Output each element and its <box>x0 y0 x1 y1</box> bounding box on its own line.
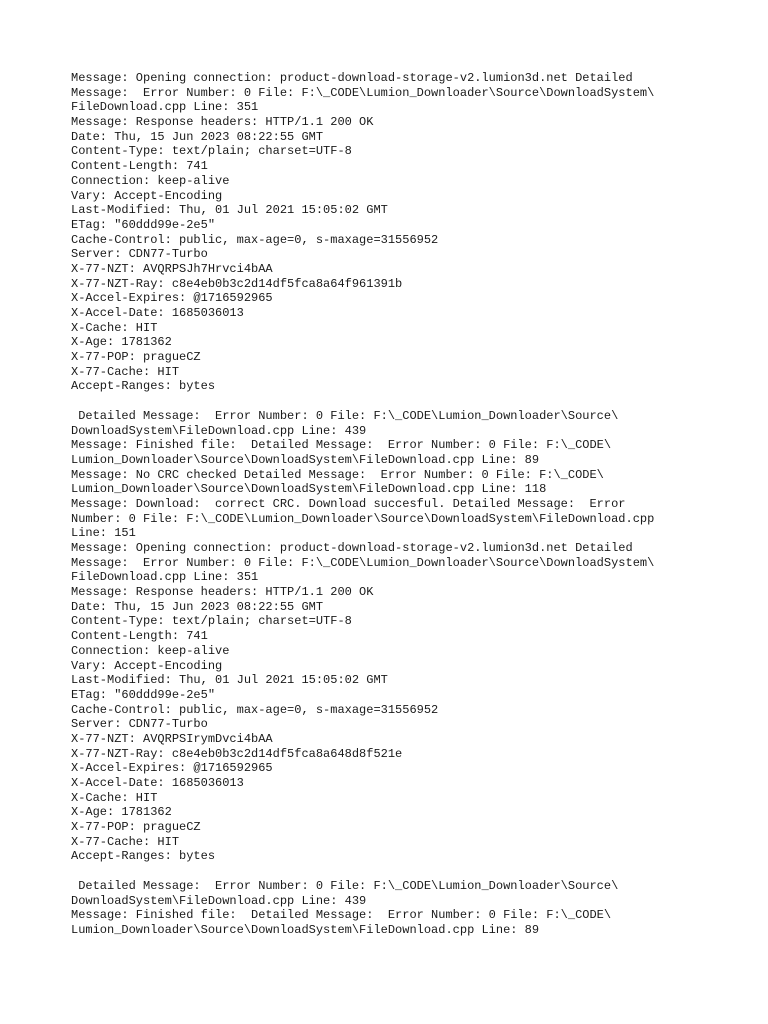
log-line: Vary: Accept-Encoding <box>71 658 223 673</box>
log-line: X-77-NZT: AVQRPSIrymDvci4bAA <box>71 731 273 746</box>
log-line: Lumion_Downloader\Source\DownloadSystem\FileDownload.cpp Line: 89 <box>71 452 540 467</box>
log-line: Message: Response headers: HTTP/1.1 200 OK <box>71 585 374 600</box>
blank-line <box>71 394 711 409</box>
log-line: X-Accel-Expires: @1716592965 <box>71 761 273 776</box>
log-line: Server: CDN77-Turbo <box>71 717 208 732</box>
log-line: Message: Error Number: 0 File: F:\_CODE\Lumion_Downloader\Source\DownloadSystem\ <box>71 555 655 570</box>
log-line: FileDownload.cpp Line: 351 <box>71 570 259 585</box>
log-line: Date: Thu, 15 Jun 2023 08:22:55 GMT <box>71 599 324 614</box>
log-line: Last-Modified: Thu, 01 Jul 2021 15:05:02 GMT <box>71 673 388 688</box>
log-line: Message: Opening connection: product-download-storage-v2.lumion3d.net Detailed <box>71 71 633 85</box>
log-line: Content-Length: 741 <box>71 629 208 644</box>
log-line: Accept-Ranges: bytes <box>71 849 216 864</box>
log-line: Content-Length: 741 <box>71 159 208 174</box>
log-line: X-77-POP: pragueCZ <box>71 820 201 835</box>
log-line: X-Accel-Date: 1685036013 <box>71 306 244 320</box>
log-line: X-Accel-Expires: @1716592965 <box>71 291 273 306</box>
log-line: Message: Opening connection: product-download-storage-v2.lumion3d.net Detailed <box>71 541 633 555</box>
log-line: X-77-Cache: HIT <box>71 834 180 849</box>
log-line: Message: Finished file: Detailed Message: Error Number: 0 File: F:\_CODE\ <box>71 438 612 453</box>
log-line: Number: 0 File: F:\_CODE\Lumion_Downloader\Source\DownloadSystem\FileDownload.cpp <box>71 511 655 526</box>
log-line: Message: Response headers: HTTP/1.1 200 OK <box>71 115 374 130</box>
log-line: Connection: keep-alive <box>71 173 230 188</box>
log-line: X-77-NZT-Ray: c8e4eb0b3c2d14df5fca8a64f961391b <box>71 276 403 291</box>
log-line: Server: CDN77-Turbo <box>71 247 208 262</box>
log-line: Content-Type: text/plain; charset=UTF-8 <box>71 614 352 629</box>
log-line: X-Cache: HIT <box>71 790 158 805</box>
log-line: Lumion_Downloader\Source\DownloadSystem\FileDownload.cpp Line: 89 <box>71 922 540 937</box>
log-line: X-Cache: HIT <box>71 320 158 335</box>
log-line: X-77-POP: pragueCZ <box>71 350 201 365</box>
log-line: X-Accel-Date: 1685036013 <box>71 776 244 790</box>
log-line: FileDownload.cpp Line: 351 <box>71 100 259 115</box>
log-line: Content-Type: text/plain; charset=UTF-8 <box>71 144 352 159</box>
log-line: Connection: keep-alive <box>71 643 230 658</box>
log-line: Lumion_Downloader\Source\DownloadSystem\FileDownload.cpp Line: 118 <box>71 482 547 497</box>
log-line: Vary: Accept-Encoding <box>71 188 223 203</box>
log-line: Cache-Control: public, max-age=0, s-maxage=31556952 <box>71 702 439 717</box>
blank-line <box>71 864 711 879</box>
log-line: Message: Error Number: 0 File: F:\_CODE\Lumion_Downloader\Source\DownloadSystem\ <box>71 85 655 100</box>
log-document <box>71 71 711 938</box>
log-line: Accept-Ranges: bytes <box>71 379 216 394</box>
log-line: Message: No CRC checked Detailed Message: Error Number: 0 File: F:\_CODE\ <box>71 467 604 482</box>
log-line: X-77-NZT: AVQRPSJh7Hrvci4bAA <box>71 261 273 276</box>
log-line: Detailed Message: Error Number: 0 File: F:\_CODE\Lumion_Downloader\Source\ <box>71 408 619 423</box>
log-line: X-77-Cache: HIT <box>71 364 180 379</box>
log-line: ETag: "60ddd99e-2e5" <box>71 687 216 702</box>
log-line: Date: Thu, 15 Jun 2023 08:22:55 GMT <box>71 129 324 144</box>
log-line: Cache-Control: public, max-age=0, s-maxage=31556952 <box>71 232 439 247</box>
log-line: Line: 151 <box>71 526 136 541</box>
log-line: X-77-NZT-Ray: c8e4eb0b3c2d14df5fca8a648d8f521e <box>71 746 403 761</box>
log-line: DownloadSystem\FileDownload.cpp Line: 439 <box>71 893 367 908</box>
log-line: DownloadSystem\FileDownload.cpp Line: 439 <box>71 423 367 438</box>
log-line: X-Age: 1781362 <box>71 805 172 820</box>
log-line: Message: Finished file: Detailed Message: Error Number: 0 File: F:\_CODE\ <box>71 908 612 923</box>
log-line: X-Age: 1781362 <box>71 335 172 350</box>
log-line: Message: Download: correct CRC. Download succesful. Detailed Message: Error <box>71 496 626 511</box>
log-line: Last-Modified: Thu, 01 Jul 2021 15:05:02 GMT <box>71 203 388 218</box>
log-line: Detailed Message: Error Number: 0 File: F:\_CODE\Lumion_Downloader\Source\ <box>71 878 619 893</box>
log-line: ETag: "60ddd99e-2e5" <box>71 217 216 232</box>
